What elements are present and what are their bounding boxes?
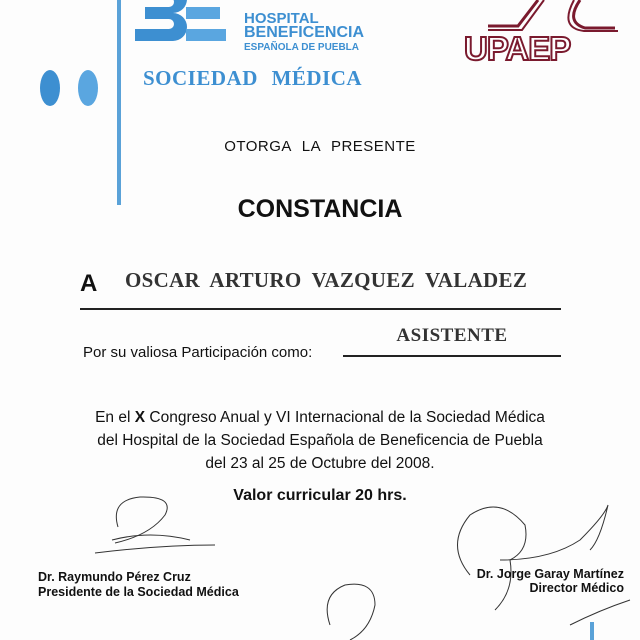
to-prefix: A — [80, 270, 98, 297]
intro-text: OTORGA LA PRESENTE — [224, 138, 416, 155]
body-text: En el — [95, 409, 135, 426]
event-dates: del 23 al 25 de Octubre del 2008. — [205, 455, 435, 472]
signature-block-president — [38, 570, 239, 600]
signature-block-director — [477, 567, 624, 595]
body-edition: X — [134, 409, 146, 426]
signer-title: Presidente de la Sociedad Médica — [38, 585, 239, 599]
body-text: Congreso Anual y VI Internacional de la Sociedad Médica — [145, 409, 545, 426]
body-text: del Hospital de la Sociedad Española de Beneficencia de Puebla — [97, 432, 543, 449]
signer-name: Dr. Raymundo Pérez Cruz — [38, 570, 191, 584]
participation-label: Por su valiosa Participación como: — [83, 344, 313, 361]
signer-title: Director Médico — [529, 581, 624, 595]
recipient-name: OSCAR ARTURO VAZQUEZ VALADEZ — [125, 268, 528, 292]
upaep-logo: UPAEP — [464, 30, 571, 67]
hospital-name-line3: ESPAÑOLA DE PUEBLA — [244, 42, 360, 53]
participation-role: ASISTENTE — [396, 325, 508, 346]
certificate-title: CONSTANCIA — [237, 195, 403, 223]
hospital-name-line1: HOSPITAL — [244, 10, 319, 27]
decorative-line — [590, 622, 594, 640]
signer-name: Dr. Jorge Garay Martínez — [476, 567, 624, 581]
hospital-name-line2: BENEFICENCIA — [244, 24, 365, 41]
society-name: SOCIEDAD MÉDICA — [143, 66, 363, 90]
curricular-value: Valor curricular 20 hrs. — [233, 487, 407, 504]
